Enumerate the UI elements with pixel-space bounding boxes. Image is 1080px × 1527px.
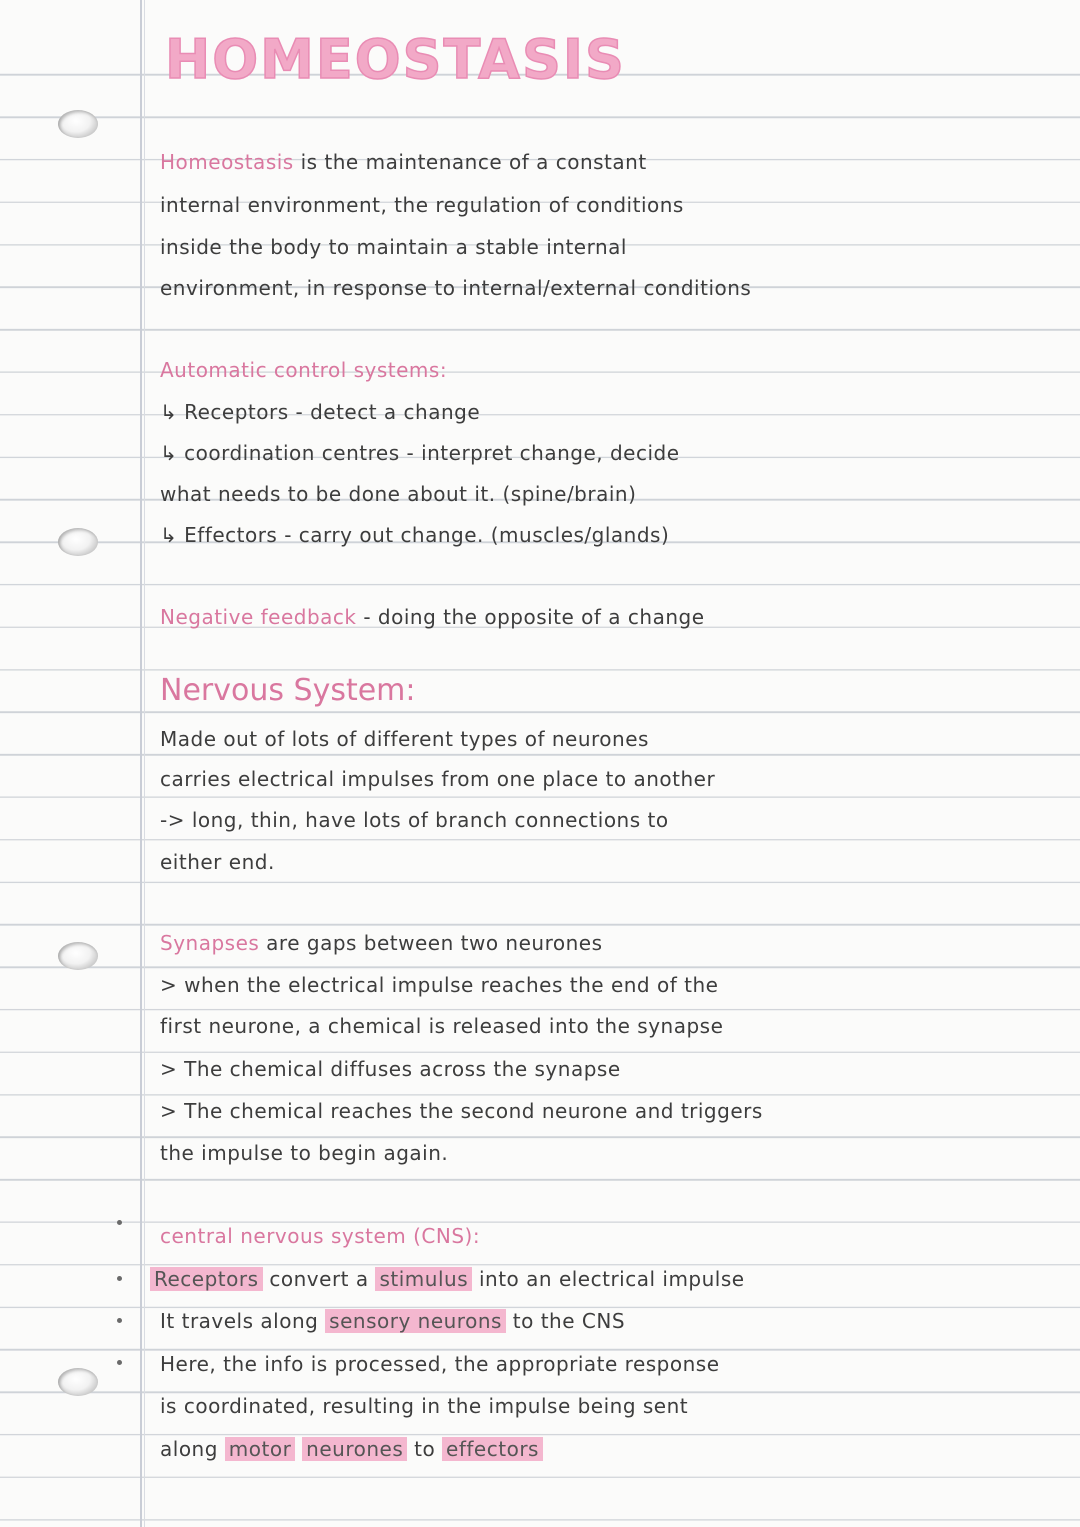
motor-highlight: motor [225,1437,296,1461]
cns-line: Receptors convert a stimulus into an electrical impulse [150,1267,745,1291]
margin-line [140,0,142,1527]
cns-line: along motor neurones to effectors [160,1437,543,1461]
synapses-line: > The chemical diffuses across the synapse [160,1057,621,1081]
definition-line: Homeostasis is the maintenance of a constant [160,150,647,174]
automatic-line: ↳ coordination centres - interpret change, decide [160,441,680,465]
cns-line: It travels along sensory neurons to the CNS [160,1309,626,1333]
nervous-line: Made out of lots of different types of neurones [160,727,649,751]
definition-line: environment, in response to internal/external conditions [160,276,752,300]
nervous-line: -> long, thin, have lots of branch connections to [160,808,669,832]
negative-feedback-line: Negative feedback - doing the opposite of a change [160,605,705,629]
bullet-dot [117,1360,122,1365]
definition-term: Homeostasis [160,150,294,174]
effectors-highlight: effectors [442,1437,543,1461]
synapses-line: Synapses are gaps between two neurones [160,931,603,955]
definition-line: inside the body to maintain a stable internal [160,235,627,259]
page-title: HOMEOSTASIS [165,28,626,91]
margin-line-inner [144,0,145,1527]
bullet-dot [117,1220,122,1225]
neurones-highlight: neurones [302,1437,407,1461]
synapses-line: first neurone, a chemical is released into the synapse [160,1014,724,1038]
synapses-line: > The chemical reaches the second neurone and triggers [160,1099,763,1123]
automatic-heading: Automatic control systems: [160,358,448,382]
bullet-dot [117,1318,122,1323]
definition-line: internal environment, the regulation of conditions [160,193,684,217]
nervous-line: either end. [160,850,275,874]
cns-heading: central nervous system (CNS): [160,1224,481,1248]
nervous-line: carries electrical impulses from one place to another [160,767,716,791]
synapses-line: > when the electrical impulse reaches the end of the [160,973,719,997]
cns-line: Here, the info is processed, the appropriate response [160,1352,720,1376]
stimulus-highlight: stimulus [375,1267,472,1291]
synapses-line: the impulse to begin again. [160,1141,449,1165]
bullet-dot [117,1276,122,1281]
synapses-term: Synapses [160,931,260,955]
punch-hole [58,110,98,138]
nervous-heading: Nervous System: [160,673,416,708]
punch-hole [58,1368,98,1396]
negative-feedback-term: Negative feedback [160,605,357,629]
automatic-line: what needs to be done about it. (spine/brain) [160,482,637,506]
cns-line: is coordinated, resulting in the impulse being sent [160,1394,689,1418]
automatic-line: ↳ Effectors - carry out change. (muscles/glands) [160,523,670,547]
punch-hole [58,942,98,970]
receptors-highlight: Receptors [150,1267,263,1291]
automatic-line: ↳ Receptors - detect a change [160,400,481,424]
sensory-neurons-highlight: sensory neurons [325,1309,506,1333]
punch-hole [58,528,98,556]
